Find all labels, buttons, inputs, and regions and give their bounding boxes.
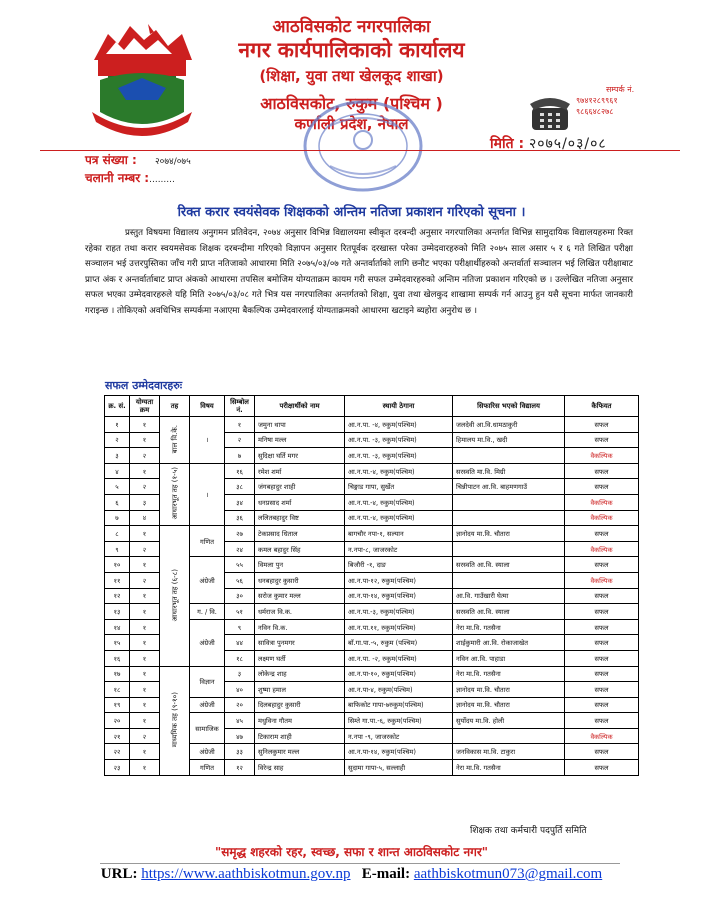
cell-sn: १६ bbox=[105, 650, 130, 666]
cell-rank: १ bbox=[130, 744, 160, 760]
cell-symbol: १८ bbox=[225, 650, 255, 666]
cell-remark: सफल bbox=[565, 682, 639, 698]
cell-sn: १३ bbox=[105, 604, 130, 620]
cell-address: आ.न.पा-१४, रुकुम(पश्चिम) bbox=[345, 588, 453, 604]
cell-school: नविन आ.वि. पाहाडा bbox=[453, 650, 565, 666]
header-remark: कैफियत bbox=[565, 396, 639, 417]
cell-symbol: ५१ bbox=[225, 604, 255, 620]
cell-symbol: ३४ bbox=[225, 494, 255, 510]
cell-symbol: २७ bbox=[225, 526, 255, 542]
section-title: सफल उम्मेदवारहरुः bbox=[105, 379, 183, 392]
cell-school: सुर्योदय मा.वि. होली bbox=[453, 713, 565, 729]
cell-sn: १२ bbox=[105, 588, 130, 604]
cell-school: सरस्वति आ.वि. स्याला bbox=[453, 604, 565, 620]
subject-cell: । bbox=[190, 417, 225, 464]
table-row bbox=[105, 666, 639, 682]
footer-divider bbox=[100, 863, 620, 864]
cell-address: चिङ्गाड गापा, सुर्खेत bbox=[345, 479, 453, 495]
cell-address: न.नपा-८, जाजरकोट bbox=[345, 541, 453, 557]
cell-symbol: २० bbox=[225, 697, 255, 713]
cell-sn: २ bbox=[105, 432, 130, 448]
cell-school: शाईकुमारी आ.वि. रोकाजाखेत bbox=[453, 635, 565, 651]
cell-name: मधुविना गौतम bbox=[255, 713, 345, 729]
cell-symbol: ४४ bbox=[225, 635, 255, 651]
cell-sn: ६ bbox=[105, 494, 130, 510]
cell-address: आ.न.पा-४, रुकुम(पश्चिम) bbox=[345, 682, 453, 698]
notice-title: रिक्त करार स्वयंसेवक शिक्षकको अन्तिम नतिजा प्रकाशन गरिएको सूचना । bbox=[177, 205, 526, 220]
cell-address: सुदामा गापा-५, सल्लाही bbox=[345, 760, 453, 776]
cell-name: नविन वि.क. bbox=[255, 619, 345, 635]
cell-address: आ.न.पा-१४, रुकुम(पश्चिम) bbox=[345, 744, 453, 760]
table-row bbox=[105, 526, 639, 542]
cell-symbol: ४५ bbox=[225, 713, 255, 729]
cell-symbol: ७ bbox=[225, 448, 255, 464]
office-name: नगर कार्यपालिकाको कार्यालय bbox=[238, 38, 465, 62]
cell-sn: ९ bbox=[105, 541, 130, 557]
cell-school bbox=[453, 572, 565, 588]
cell-symbol: २ bbox=[225, 432, 255, 448]
subject-cell: अंग्रेजी bbox=[190, 619, 225, 666]
cell-school: जनविकास मा.वि. टाकुरा bbox=[453, 744, 565, 760]
cell-sn: ४ bbox=[105, 463, 130, 479]
cell-address: आ.न.पा.-३, रुकुम(पश्चिम) bbox=[345, 604, 453, 620]
level-label: माध्यमिक तह (९-१०) bbox=[171, 692, 179, 748]
cell-name: ललितबहादुर विष्ट bbox=[255, 510, 345, 526]
cell-remark: सफल bbox=[565, 760, 639, 776]
cell-sn: १० bbox=[105, 557, 130, 573]
cell-rank: २ bbox=[130, 541, 160, 557]
cell-address: बिजौरी -१, दाङ bbox=[345, 557, 453, 573]
cell-address: आ.न.पा.-४, रुकुम(पश्चिम) bbox=[345, 494, 453, 510]
cell-address: आ.न.पा. -४, रुकुम(पश्चिम) bbox=[345, 417, 453, 433]
cell-rank: १ bbox=[130, 697, 160, 713]
cell-symbol: ५५ bbox=[225, 557, 255, 573]
cell-remark: वैकल्पिक bbox=[565, 572, 639, 588]
chalani-value: ......... bbox=[149, 175, 175, 185]
cell-rank: १ bbox=[130, 666, 160, 682]
cell-rank: १ bbox=[130, 619, 160, 635]
cell-rank: ३ bbox=[130, 494, 160, 510]
cell-name: टेकप्रसाद धिताल bbox=[255, 526, 345, 542]
cell-name: विमला पुन bbox=[255, 557, 345, 573]
cell-name: रमेश शर्मा bbox=[255, 463, 345, 479]
header-symbol: सिम्बोल नं. bbox=[225, 396, 255, 417]
cell-sn: १५ bbox=[105, 635, 130, 651]
cell-sn: १८ bbox=[105, 682, 130, 698]
cell-sn: १४ bbox=[105, 619, 130, 635]
cell-remark: सफल bbox=[565, 619, 639, 635]
cell-remark: सफल bbox=[565, 697, 639, 713]
patra-value: २०७४/०७५ bbox=[154, 157, 191, 167]
cell-symbol: ९ bbox=[225, 619, 255, 635]
cell-school bbox=[453, 728, 565, 744]
cell-name: दिलबहादुर कुसारी bbox=[255, 697, 345, 713]
cell-name: लोकेन्द्र शाह bbox=[255, 666, 345, 682]
date-label: मिति : bbox=[490, 136, 525, 152]
cell-rank: १ bbox=[130, 604, 160, 620]
date-value: २०७५/०३/०८ bbox=[528, 136, 607, 152]
cell-school: आ.वि. गाउँखारी घेत्मा bbox=[453, 588, 565, 604]
cell-address: आ.न.पा-१०, रुकुम(पश्चिम) bbox=[345, 666, 453, 682]
cell-remark: वैकल्पिक bbox=[565, 510, 639, 526]
subject-cell: गणित bbox=[190, 526, 225, 557]
cell-rank: १ bbox=[130, 557, 160, 573]
header-subject: विषय bbox=[190, 396, 225, 417]
cell-sn: २२ bbox=[105, 744, 130, 760]
subject-cell: सामाजिक bbox=[190, 713, 225, 744]
subject-cell: विज्ञान bbox=[190, 666, 225, 697]
cell-address: सिम्ते गा.पा.-६, रुकुम(पश्चिम) bbox=[345, 713, 453, 729]
cell-school: ज्ञानोदय मा.वि. चौतारा bbox=[453, 697, 565, 713]
cell-address: आ.न.पा.११, रुकुम(पश्चिम) bbox=[345, 619, 453, 635]
cell-address: आ.न.पा. -२, रुकुम(पश्चिम) bbox=[345, 650, 453, 666]
header-school: सिफारिस भएको विद्यालय bbox=[453, 396, 565, 417]
cell-sn: ७ bbox=[105, 510, 130, 526]
footer-contact: URL: https://www.aathbiskotmun.gov.np E-mail: aathbiskotmun073@gmail.com bbox=[100, 866, 603, 882]
table-row bbox=[105, 463, 639, 479]
cell-rank: १ bbox=[130, 526, 160, 542]
cell-name: जमुना थापा bbox=[255, 417, 345, 433]
email-link[interactable]: aathbiskotmun073@gmail.com bbox=[413, 866, 603, 882]
patra-label: पत्र संख्या : bbox=[85, 153, 137, 167]
cell-name: सुनिलकुमार मल्ल bbox=[255, 744, 345, 760]
cell-sn: २१ bbox=[105, 728, 130, 744]
cell-symbol: १ bbox=[225, 417, 255, 433]
cell-address: न.नपा -९, जाजरकोट bbox=[345, 728, 453, 744]
notice-body: प्रस्तुत विषयमा विद्यालय अनुगमन प्रतिवेदन, २०७४ अनुसार विभिन्न विद्यालयमा स्वीकृत दरबन्दी अनुसार नगरपालिका अन्तर्गत विभिन्न सामुदायिक विद्यालयहरुमा रिक्त रहेका राहत तथा करार स्वयमसेवक शिक्षक दरबन्दीमा गरिएको विज्ञापन अनुसार रितपूर्वक दरखास्त परेका उम्मेदवारहरुको मिति २०७५ साल असार ५ र ६ गते लिखित परीक्षा सञ्चालन भई उत्तरपुस्तिका जाँच गरी प्राप्त नतिजाको आधारमा मिति २०७५/०३/०७ गते अन्तर्वार्ताको लागि छनौट भएका परीक्षार्थीहरुको अन्तर्वार्ता सञ्चालन भई लिखित परीक्षाबाट प्राप्त अंक र अन्तर्वार्ताबाट प्राप्त अंकको आधारमा तपसिल बमोजिम योग्यताक्रम कायम गरी सफल उम्मेदवारहरुको अन्तिम नतिजा प्रकाशन गरिएको छ । उल्लेखित नतिजा अनुसार सफल भएका उम्मेदवारहरुले यहि मिति २०७५/०३/०८ गते भित्र यस नगरपालिका अन्तर्गतको शिक्षा, युवा तथा खेलकुद शाखामा सम्पर्क गर्न आउनु हुन यसै सूचना मार्फत जानकारी गराइन्छ । तोकिएको अवधिभित्र सम्पर्कमा नआएमा बैकल्पिक उम्मेदवारलाई योग्यताक्रमको आधारमा खटाइने ब्यहोरा अनुरोध छ । bbox=[85, 228, 633, 316]
cell-rank: १ bbox=[130, 635, 160, 651]
cell-school: नेरा मा.वि. गतसैना bbox=[453, 760, 565, 776]
cell-name: विरेन्द्र साह bbox=[255, 760, 345, 776]
section-name: (शिक्षा, युवा तथा खेलकूद शाखा) bbox=[259, 67, 444, 85]
cell-rank: १ bbox=[130, 713, 160, 729]
dispatch-number bbox=[85, 169, 175, 186]
cell-symbol: १२ bbox=[225, 760, 255, 776]
cell-sn: ११ bbox=[105, 572, 130, 588]
cell-rank: १ bbox=[130, 760, 160, 776]
subject-cell: अंग्रेजी bbox=[190, 557, 225, 604]
cell-name: सुदिक्षा घर्ति मगर bbox=[255, 448, 345, 464]
header-level: तह bbox=[160, 396, 190, 417]
cell-remark: सफल bbox=[565, 650, 639, 666]
cell-remark: वैकल्पिक bbox=[565, 494, 639, 510]
cell-remark: सफल bbox=[565, 713, 639, 729]
cell-name: सावित्रा पुनमगर bbox=[255, 635, 345, 651]
cell-symbol: ३८ bbox=[225, 479, 255, 495]
cell-rank: १ bbox=[130, 650, 160, 666]
cell-name: धनबहादुर कुसारी bbox=[255, 572, 345, 588]
header-rank: योग्यता क्रम bbox=[130, 396, 160, 417]
contact-numbers bbox=[576, 84, 696, 117]
telephone-icon bbox=[528, 90, 572, 134]
cell-school bbox=[453, 510, 565, 526]
cell-rank: १ bbox=[130, 417, 160, 433]
cell-remark: वैकल्पिक bbox=[565, 728, 639, 744]
level-label: आधारभूत तह (१-५) bbox=[171, 467, 179, 520]
cell-remark: सफल bbox=[565, 463, 639, 479]
office-address: आठविसकोट, रुकुम (पश्चिम ) bbox=[260, 94, 443, 113]
level-group-3 bbox=[160, 526, 190, 666]
cell-rank: २ bbox=[130, 448, 160, 464]
cell-symbol: ३० bbox=[225, 588, 255, 604]
cell-remark: सफल bbox=[565, 744, 639, 760]
cell-address: आ.न.पा. -३, रुकुम(पश्चिम) bbox=[345, 448, 453, 464]
cell-sn: ५ bbox=[105, 479, 130, 495]
cell-name: टिकाराम शाही bbox=[255, 728, 345, 744]
cell-sn: २३ bbox=[105, 760, 130, 776]
cell-remark: सफल bbox=[565, 432, 639, 448]
cell-name: धनप्रसाद शर्मा bbox=[255, 494, 345, 510]
cell-name: शुष्मा हमाल bbox=[255, 682, 345, 698]
url-label: URL bbox=[100, 866, 133, 882]
cell-remark: वैकल्पिक bbox=[565, 448, 639, 464]
cell-symbol: ३६ bbox=[225, 510, 255, 526]
cell-symbol: ४० bbox=[225, 682, 255, 698]
cell-school: चिन्नीपाटन आ.वि. बाहमणगाउँ bbox=[453, 479, 565, 495]
slogan: "समृद्ध शहरको रहर, स्वच्छ, सफा र शान्त आठविसकोट नगर" bbox=[214, 845, 489, 859]
cell-school: सरस्वति मा.वि. मिग्री bbox=[453, 463, 565, 479]
level-label: बाल वि.के. bbox=[171, 424, 179, 454]
cell-remark: सफल bbox=[565, 479, 639, 495]
committee-signature: शिक्षक तथा कर्मचारी पदपुर्ति समिति bbox=[470, 826, 587, 836]
cell-address: आ.न.पा-१२, रुकुम(पश्चिम) bbox=[345, 572, 453, 588]
cell-school: ज्ञानोदय मा.वि. चौतारा bbox=[453, 526, 565, 542]
cell-school: जलदेवी आ.वि.धामठाकुरी bbox=[453, 417, 565, 433]
cell-school bbox=[453, 494, 565, 510]
cell-school: सरस्वति आ.वि. स्याला bbox=[453, 557, 565, 573]
level-label: आधारभूत तह (६-८) bbox=[171, 568, 179, 622]
cell-address: बागचौर नपा-१, सल्यान bbox=[345, 526, 453, 542]
office-seal-stamp bbox=[300, 96, 426, 196]
cell-symbol: ४७ bbox=[225, 728, 255, 744]
municipality-name: आठविसकोट नगरपालिका bbox=[272, 17, 431, 37]
level-group-1 bbox=[160, 417, 190, 464]
header-address: स्थायी ठेगाना bbox=[345, 396, 453, 417]
cell-address: बाफिकोट गापा-७रुकुम(पश्चिम) bbox=[345, 697, 453, 713]
reference-number bbox=[85, 151, 191, 168]
cell-name: लक्ष्मण घर्ती bbox=[255, 650, 345, 666]
cell-symbol: ३३ bbox=[225, 744, 255, 760]
cell-rank: २ bbox=[130, 479, 160, 495]
cell-remark: वैकल्पिक bbox=[565, 541, 639, 557]
cell-symbol: ३ bbox=[225, 666, 255, 682]
cell-address: आ.न.पा. -३, रुकुम(पश्चिम) bbox=[345, 432, 453, 448]
contact-phone-2: ९८६६४८२७८ bbox=[576, 107, 614, 116]
contact-phone-1: ९७४१२८९९६१ bbox=[576, 96, 618, 105]
table-header-row bbox=[105, 396, 639, 417]
cell-name: कमल बहादुर सिंह bbox=[255, 541, 345, 557]
cell-sn: १ bbox=[105, 417, 130, 433]
cell-rank: १ bbox=[130, 432, 160, 448]
cell-rank: २ bbox=[130, 572, 160, 588]
cell-rank: २ bbox=[130, 728, 160, 744]
subject-cell: । bbox=[190, 463, 225, 525]
cell-sn: १७ bbox=[105, 666, 130, 682]
email-label: E-mail bbox=[361, 866, 406, 882]
cell-remark: सफल bbox=[565, 417, 639, 433]
header-name: परीक्षार्थीको नाम bbox=[255, 396, 345, 417]
cell-school bbox=[453, 448, 565, 464]
cell-rank: ४ bbox=[130, 510, 160, 526]
cell-rank: १ bbox=[130, 682, 160, 698]
cell-address: आ.न.पा.-४, रुकुम(पश्चिम) bbox=[345, 510, 453, 526]
province-line: कर्णाली प्रदेश, नेपाल bbox=[294, 115, 409, 133]
subject-cell: अंग्रेजी bbox=[190, 697, 225, 713]
cell-school: ज्ञानोदय मा.वि. चौतारा bbox=[453, 682, 565, 698]
results-table bbox=[104, 395, 639, 776]
header-sn: क्र. सं. bbox=[105, 396, 130, 417]
subject-cell: गणित bbox=[190, 760, 225, 776]
cell-sn: ८ bbox=[105, 526, 130, 542]
cell-remark: सफल bbox=[565, 635, 639, 651]
website-link[interactable]: https://www.aathbiskotmun.gov.np bbox=[141, 866, 351, 882]
cell-address: बाँ.गा.पा.-५, रुकुम (पश्चिम) bbox=[345, 635, 453, 651]
cell-symbol: १६ bbox=[225, 463, 255, 479]
chalani-label: चलानी नम्बर : bbox=[85, 171, 150, 185]
cell-name: जंगबहादुर शाही bbox=[255, 479, 345, 495]
subject-cell: ग. / वि. bbox=[190, 604, 225, 620]
cell-sn: १९ bbox=[105, 697, 130, 713]
level-group-4 bbox=[160, 666, 190, 775]
cell-name: धर्मराज वि.क. bbox=[255, 604, 345, 620]
cell-remark: सफल bbox=[565, 588, 639, 604]
cell-remark: सफल bbox=[565, 604, 639, 620]
cell-remark: सफल bbox=[565, 526, 639, 542]
cell-address: आ.न.पा.-४, रुकुम(पश्चिम) bbox=[345, 463, 453, 479]
cell-school: हिमालय मा.वि., खदी bbox=[453, 432, 565, 448]
cell-symbol: २४ bbox=[225, 541, 255, 557]
cell-name: सरोज कुमार मल्ल bbox=[255, 588, 345, 604]
cell-name: मनिषा मल्ल bbox=[255, 432, 345, 448]
cell-school bbox=[453, 541, 565, 557]
cell-school: नेरा मा.वि. गतसैना bbox=[453, 666, 565, 682]
contact-label: सम्पर्क नं. bbox=[606, 85, 635, 94]
cell-sn: ३ bbox=[105, 448, 130, 464]
subject-cell: अंग्रेजी bbox=[190, 744, 225, 760]
cell-school: नेरा मा.वि. गतसैना bbox=[453, 619, 565, 635]
cell-sn: २० bbox=[105, 713, 130, 729]
cell-rank: १ bbox=[130, 463, 160, 479]
cell-remark: सफल bbox=[565, 666, 639, 682]
table-row bbox=[105, 417, 639, 433]
level-group-2 bbox=[160, 463, 190, 525]
cell-remark: सफल bbox=[565, 557, 639, 573]
cell-symbol: ५६ bbox=[225, 572, 255, 588]
cell-rank: १ bbox=[130, 588, 160, 604]
